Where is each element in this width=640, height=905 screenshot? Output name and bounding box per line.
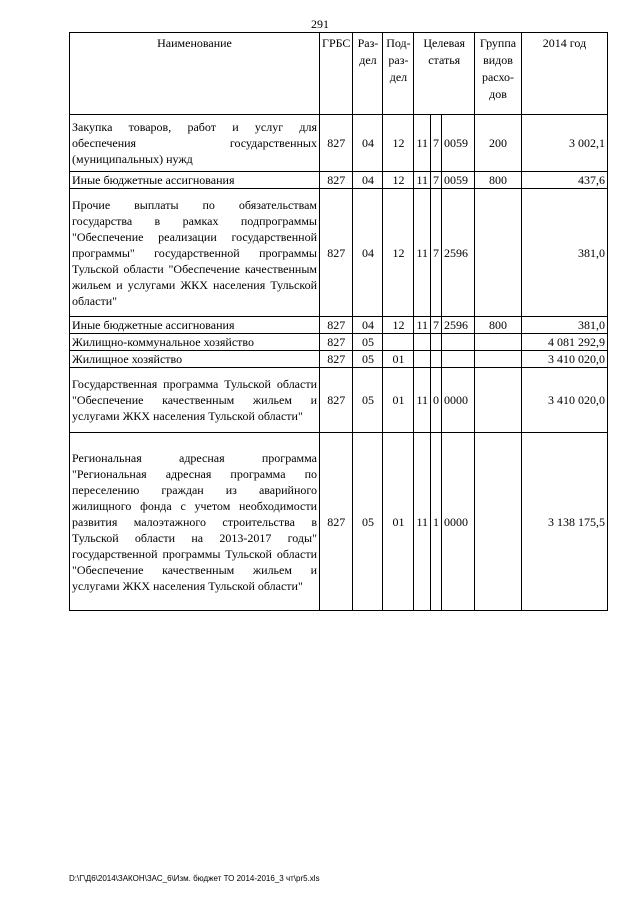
row-article-subprogram: 0 <box>431 368 442 433</box>
row-article-code: 2596 <box>442 317 475 334</box>
row-article-subprogram: 7 <box>431 189 442 317</box>
header-podrazdel: Под- раз- дел <box>383 33 414 115</box>
row-grbs: 827 <box>320 433 353 611</box>
table-row <box>70 172 608 189</box>
table-row <box>70 115 608 172</box>
row-razdel: 05 <box>353 351 383 368</box>
row-article-code <box>442 334 475 351</box>
row-podrazdel: 12 <box>383 172 414 189</box>
row-expense-group <box>475 351 522 368</box>
row-amount: 4 081 292,9 <box>522 334 608 351</box>
table-row <box>70 317 608 334</box>
header-razdel: Раз- дел <box>353 33 383 115</box>
row-razdel: 05 <box>353 433 383 611</box>
row-expense-group <box>475 433 522 611</box>
row-name: Жилищно-коммунальное хозяйство <box>70 334 320 351</box>
row-grbs: 827 <box>320 172 353 189</box>
row-article-subprogram <box>431 334 442 351</box>
row-article-subprogram: 7 <box>431 115 442 172</box>
row-name: Жилищное хозяйство <box>70 351 320 368</box>
row-podrazdel <box>383 334 414 351</box>
row-razdel: 05 <box>353 368 383 433</box>
row-podrazdel: 12 <box>383 189 414 317</box>
row-amount: 3 002,1 <box>522 115 608 172</box>
row-expense-group: 800 <box>475 317 522 334</box>
row-grbs: 827 <box>320 317 353 334</box>
row-article-code: 0000 <box>442 368 475 433</box>
row-amount: 381,0 <box>522 189 608 317</box>
row-podrazdel: 01 <box>383 351 414 368</box>
row-grbs: 827 <box>320 115 353 172</box>
row-amount: 3 138 175,5 <box>522 433 608 611</box>
header-row <box>70 33 608 115</box>
header-group: Группа видов расхо- дов <box>475 33 522 115</box>
row-article-code: 2596 <box>442 189 475 317</box>
table-row <box>70 368 608 433</box>
row-grbs: 827 <box>320 334 353 351</box>
file-path-footer: D:\Г\Д6\2014\ЗАКОН\ЗАС_6\Изм. бюджет ТО 2014-2016_3 чт\pr5.xls <box>69 874 320 883</box>
row-expense-group <box>475 334 522 351</box>
row-article-code: 0000 <box>442 433 475 611</box>
row-article-program: 11 <box>414 115 431 172</box>
row-article-code <box>442 351 475 368</box>
row-article-program: 11 <box>414 433 431 611</box>
row-name: Закупка товаров, работ и услуг для обеспечения государственных (муниципальных) нужд <box>70 115 320 172</box>
row-grbs: 827 <box>320 351 353 368</box>
row-article-code: 0059 <box>442 115 475 172</box>
row-article-program: 11 <box>414 189 431 317</box>
row-article-program: 11 <box>414 368 431 433</box>
row-article-program <box>414 334 431 351</box>
row-grbs: 827 <box>320 368 353 433</box>
row-grbs: 827 <box>320 189 353 317</box>
row-name: Иные бюджетные ассигнования <box>70 317 320 334</box>
row-article-program <box>414 351 431 368</box>
header-name: Наименование <box>70 33 320 115</box>
row-podrazdel: 12 <box>383 317 414 334</box>
row-amount: 3 410 020,0 <box>522 351 608 368</box>
row-name: Государственная программа Тульской области "Обеспечение качественным жильем и услугами ЖКХ населения Тульской области" <box>70 368 320 433</box>
table-row <box>70 189 608 317</box>
row-article-program: 11 <box>414 317 431 334</box>
row-article-subprogram: 7 <box>431 317 442 334</box>
row-podrazdel: 01 <box>383 368 414 433</box>
table-row <box>70 351 608 368</box>
row-article-code: 0059 <box>442 172 475 189</box>
table-row <box>70 334 608 351</box>
row-razdel: 04 <box>353 317 383 334</box>
row-article-subprogram <box>431 351 442 368</box>
row-podrazdel: 12 <box>383 115 414 172</box>
row-name: Прочие выплаты по обязательствам государства в рамках подпрограммы "Обеспечение реализации государственной программы" государственной программы Тульской области "Обеспечение качественным жильем и услугами ЖКХ населения Тульской области" <box>70 189 320 317</box>
row-article-program: 11 <box>414 172 431 189</box>
header-article: Целевая статья <box>414 33 475 115</box>
row-amount: 437,6 <box>522 172 608 189</box>
row-amount: 381,0 <box>522 317 608 334</box>
page-number: 291 <box>311 17 329 31</box>
row-article-subprogram: 1 <box>431 433 442 611</box>
row-article-subprogram: 7 <box>431 172 442 189</box>
row-podrazdel: 01 <box>383 433 414 611</box>
row-amount: 3 410 020,0 <box>522 368 608 433</box>
row-name: Иные бюджетные ассигнования <box>70 172 320 189</box>
row-expense-group <box>475 189 522 317</box>
row-expense-group: 800 <box>475 172 522 189</box>
row-razdel: 04 <box>353 115 383 172</box>
row-expense-group <box>475 368 522 433</box>
header-year: 2014 год <box>522 33 608 115</box>
header-grbs: ГРБС <box>320 33 353 115</box>
row-name: Региональная адресная программа "Региональная адресная программа по переселению граждан из аварийного жилищного фонда с учетом необходимости развития малоэтажного строительства в Тульской области на 2013-2017 годы" государственной программы Тульской области "Обеспечение качественным жильем и услугами ЖКХ населения Тульской области" <box>70 433 320 611</box>
table-row <box>70 433 608 611</box>
row-expense-group: 200 <box>475 115 522 172</box>
row-razdel: 04 <box>353 172 383 189</box>
row-razdel: 04 <box>353 189 383 317</box>
row-razdel: 05 <box>353 334 383 351</box>
budget-table <box>69 32 608 611</box>
